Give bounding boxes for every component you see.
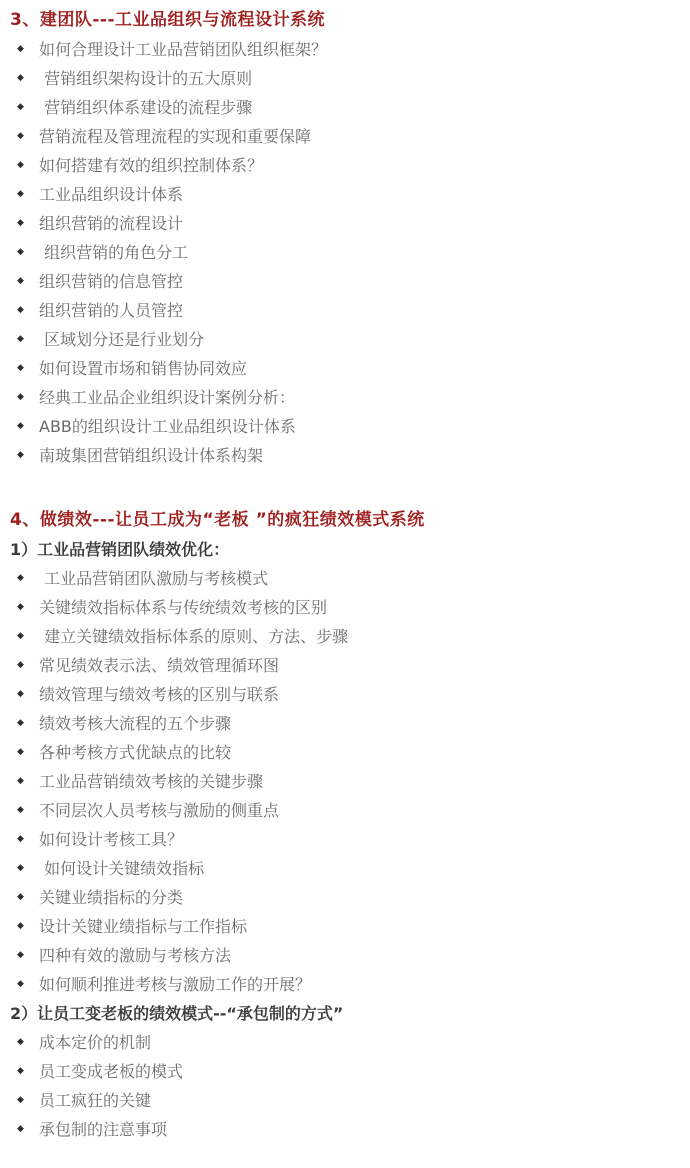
section-4-subheading-2: 2）让员工变老板的绩效模式--“承包制的方式” xyxy=(10,1004,344,1023)
list-item-text: 组织营销的流程设计 xyxy=(39,214,184,233)
diamond-bullet-icon: ◆ xyxy=(17,573,24,583)
list-item-text: 南玻集团营销组织设计体系构架 xyxy=(39,446,264,465)
list-item xyxy=(10,122,676,151)
list-item xyxy=(10,709,676,738)
diamond-bullet-icon: ◆ xyxy=(17,305,24,315)
list-item xyxy=(10,593,676,622)
section-3-item-list xyxy=(10,35,676,470)
list-item xyxy=(10,680,676,709)
list-item xyxy=(10,1115,676,1144)
list-item xyxy=(10,941,676,970)
diamond-bullet-icon: ◆ xyxy=(17,892,24,902)
list-item-text: 营销组织架构设计的五大原则 xyxy=(39,69,253,88)
list-item-text: 工业品营销团队激励与考核模式 xyxy=(39,569,269,588)
list-item xyxy=(10,296,676,325)
list-item-text: 关键业绩指标的分类 xyxy=(39,888,184,907)
diamond-bullet-icon: ◆ xyxy=(17,1066,24,1076)
diamond-bullet-icon: ◆ xyxy=(17,421,24,431)
diamond-bullet-icon: ◆ xyxy=(17,44,24,54)
list-item xyxy=(10,325,676,354)
diamond-bullet-icon: ◆ xyxy=(17,334,24,344)
list-item-text: 成本定价的机制 xyxy=(39,1033,152,1052)
diamond-bullet-icon: ◆ xyxy=(17,718,24,728)
diamond-bullet-icon: ◆ xyxy=(17,73,24,83)
diamond-bullet-icon: ◆ xyxy=(17,921,24,931)
list-item-text: 如何设计考核工具？ xyxy=(39,830,184,849)
section-4 xyxy=(10,506,676,1144)
list-item xyxy=(10,622,676,651)
list-item xyxy=(10,970,676,999)
diamond-bullet-icon: ◆ xyxy=(17,776,24,786)
diamond-bullet-icon: ◆ xyxy=(17,218,24,228)
diamond-bullet-icon: ◆ xyxy=(17,602,24,612)
diamond-bullet-icon: ◆ xyxy=(17,160,24,170)
list-item xyxy=(10,854,676,883)
diamond-bullet-icon: ◆ xyxy=(17,689,24,699)
list-item xyxy=(10,209,676,238)
diamond-bullet-icon: ◆ xyxy=(17,834,24,844)
section-4-subheading-1: 1）工业品营销团队绩效优化： xyxy=(10,540,230,559)
diamond-bullet-icon: ◆ xyxy=(17,979,24,989)
list-item xyxy=(10,767,676,796)
list-item xyxy=(10,1086,676,1115)
list-item xyxy=(10,151,676,180)
list-item-text: 如何设计关键绩效指标 xyxy=(39,859,205,878)
diamond-bullet-icon: ◆ xyxy=(17,747,24,757)
list-item-text: 如何搭建有效的组织控制体系？ xyxy=(39,156,264,175)
list-item-text: 四种有效的激励与考核方法 xyxy=(39,946,232,965)
list-item-text: 营销组织体系建设的流程步骤 xyxy=(39,98,253,117)
list-item-text: 员工疯狂的关键 xyxy=(39,1091,152,1110)
list-item-text: 绩效管理与绩效考核的区别与联系 xyxy=(39,685,280,704)
list-item-text: 承包制的注意事项 xyxy=(39,1120,168,1139)
list-item xyxy=(10,796,676,825)
list-item xyxy=(10,564,676,593)
list-item-text: 组织营销的信息管控 xyxy=(39,272,184,291)
list-item-text: 工业品组织设计体系 xyxy=(39,185,184,204)
list-item-text: 区域划分还是行业划分 xyxy=(39,330,205,349)
list-item xyxy=(10,1028,676,1057)
diamond-bullet-icon: ◆ xyxy=(17,660,24,670)
list-item-text: ABB的组织设计工业品组织设计体系 xyxy=(39,417,296,436)
list-item-text: 各种考核方式优缺点的比较 xyxy=(39,743,232,762)
diamond-bullet-icon: ◆ xyxy=(17,247,24,257)
section-3 xyxy=(10,6,676,470)
list-item-text: 组织营销的人员管控 xyxy=(39,301,184,320)
list-item-text: 工业品营销绩效考核的关键步骤 xyxy=(39,772,264,791)
diamond-bullet-icon: ◆ xyxy=(17,102,24,112)
diamond-bullet-icon: ◆ xyxy=(17,450,24,460)
list-item-text: 组织营销的角色分工 xyxy=(39,243,189,262)
list-item-text: 员工变成老板的模式 xyxy=(39,1062,184,1081)
diamond-bullet-icon: ◆ xyxy=(17,392,24,402)
list-item xyxy=(10,1057,676,1086)
list-item-text: 营销流程及管理流程的实现和重要保障 xyxy=(39,127,312,146)
diamond-bullet-icon: ◆ xyxy=(17,631,24,641)
list-item-text: 关键绩效指标体系与传统绩效考核的区别 xyxy=(39,598,328,617)
list-item-text: 不同层次人员考核与激励的侧重点 xyxy=(39,801,280,820)
list-item xyxy=(10,238,676,267)
diamond-bullet-icon: ◆ xyxy=(17,189,24,199)
list-item xyxy=(10,180,676,209)
diamond-bullet-icon: ◆ xyxy=(17,131,24,141)
list-item xyxy=(10,825,676,854)
list-item-text: 绩效考核大流程的五个步骤 xyxy=(39,714,232,733)
list-item-text: 常见绩效表示法、绩效管理循环图 xyxy=(39,656,280,675)
diamond-bullet-icon: ◆ xyxy=(17,1095,24,1105)
list-item-text: 建立关键绩效指标体系的原则、方法、步骤 xyxy=(39,627,349,646)
diamond-bullet-icon: ◆ xyxy=(17,363,24,373)
diamond-bullet-icon: ◆ xyxy=(17,276,24,286)
section-4-item-list-2 xyxy=(10,1028,676,1144)
section-4-heading: 4、做绩效---让员工成为“老板 ”的疯狂绩效模式系统 xyxy=(10,510,425,530)
list-item-text: 如何合理设计工业品营销团队组织框架？ xyxy=(39,40,328,59)
list-item xyxy=(10,412,676,441)
section-4-item-list-1 xyxy=(10,564,676,999)
list-item xyxy=(10,383,676,412)
list-item-text: 经典工业品企业组织设计案例分析： xyxy=(39,388,296,407)
list-item xyxy=(10,35,676,64)
list-item xyxy=(10,354,676,383)
list-item xyxy=(10,441,676,470)
list-item xyxy=(10,738,676,767)
diamond-bullet-icon: ◆ xyxy=(17,1124,24,1134)
list-item xyxy=(10,267,676,296)
list-item xyxy=(10,93,676,122)
list-item-text: 如何顺利推进考核与激励工作的开展？ xyxy=(39,975,312,994)
diamond-bullet-icon: ◆ xyxy=(17,863,24,873)
diamond-bullet-icon: ◆ xyxy=(17,805,24,815)
list-item xyxy=(10,651,676,680)
list-item xyxy=(10,64,676,93)
list-item xyxy=(10,883,676,912)
list-item xyxy=(10,912,676,941)
diamond-bullet-icon: ◆ xyxy=(17,950,24,960)
list-item-text: 如何设置市场和销售协同效应 xyxy=(39,359,248,378)
section-3-heading: 3、建团队---工业品组织与流程设计系统 xyxy=(10,10,325,30)
diamond-bullet-icon: ◆ xyxy=(17,1037,24,1047)
list-item-text: 设计关键业绩指标与工作指标 xyxy=(39,917,248,936)
